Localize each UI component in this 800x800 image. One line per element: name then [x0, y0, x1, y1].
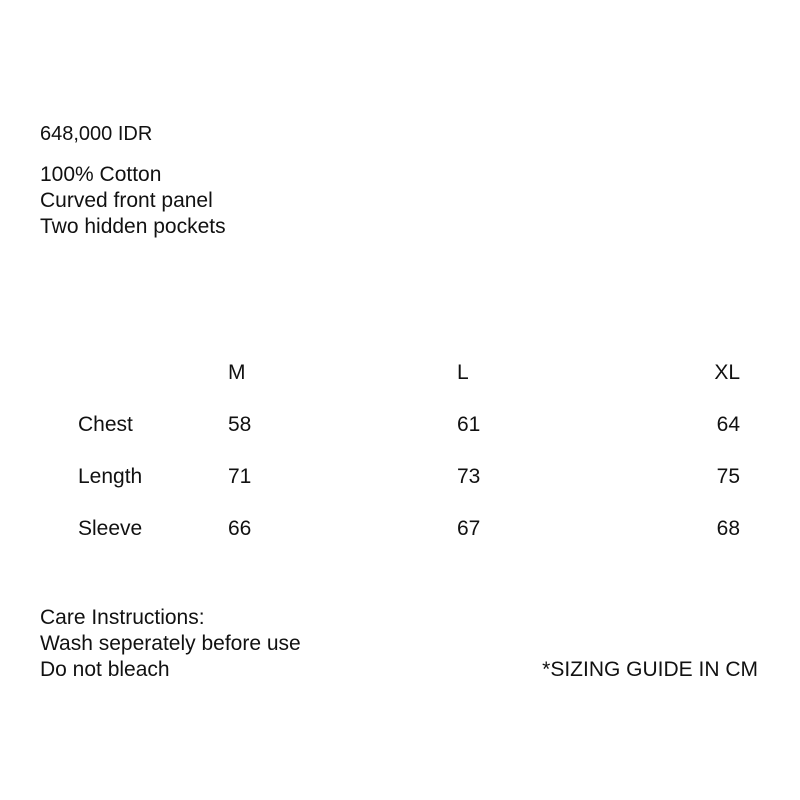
sizing-note: *SIZING GUIDE IN CM [542, 658, 758, 681]
table-cell: 66 [228, 517, 252, 540]
table-cell: 64 [716, 413, 740, 436]
table-cell: 75 [716, 465, 740, 488]
product-features [40, 162, 226, 240]
size-header-xl: XL [714, 361, 740, 384]
care-line: Do not bleach [40, 658, 170, 681]
feature-line: 100% Cotton [40, 163, 162, 186]
table-cell: 58 [228, 413, 252, 436]
table-cell: 61 [457, 413, 481, 436]
product-price: 648,000 IDR [40, 123, 153, 145]
table-cell: 73 [457, 465, 481, 488]
feature-line: Curved front panel [40, 189, 213, 212]
care-instructions [40, 605, 301, 683]
table-cell: 68 [716, 517, 740, 540]
table-cell: 71 [228, 465, 252, 488]
care-title: Care Instructions: [40, 606, 205, 629]
feature-line: Two hidden pockets [40, 215, 226, 238]
row-label-chest: Chest [78, 413, 133, 436]
size-header-m: M [228, 361, 246, 384]
row-label-length: Length [78, 465, 143, 488]
table-cell: 67 [457, 517, 481, 540]
size-header-l: L [457, 361, 469, 384]
care-line: Wash seperately before use [40, 632, 301, 655]
row-label-sleeve: Sleeve [78, 517, 143, 540]
